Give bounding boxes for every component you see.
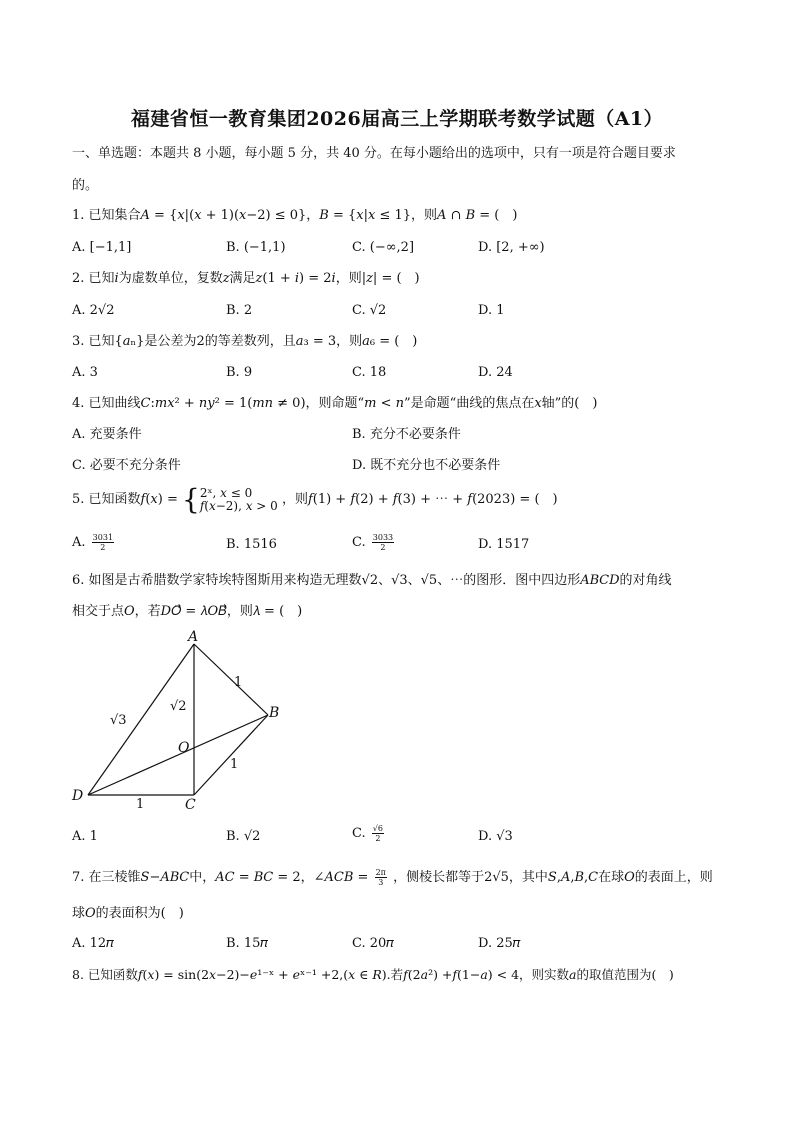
q6-option-c-label: C. [352,826,366,841]
question-6: 6. 如图是古希腊数学家特埃特图斯用来构造无理数√2、√3、√5、⋯的图形．图中四边形𝐴𝐵𝐶𝐷的对角线 [72,573,672,588]
q3-option-c: C. 18 [352,365,387,380]
edge-dc-length: 1 [136,797,145,812]
label-a: A [188,629,199,645]
edge-cb-length: 1 [230,757,239,772]
q1-option-b: B. (−1,1) [226,240,286,255]
q5-case-1: 2ˣ, 𝑥 ≤ 0 [199,485,253,500]
section-instructions: 一、单选题：本题共 8 小题，每小题 5 分，共 40 分。在每小题给出的选项中，只有一项是符合题目要求 [72,146,676,161]
edge-ad [88,644,194,795]
q7-option-a: A. 12𝜋 [72,936,114,951]
q6-option-c [352,824,386,843]
question-4: 4. 已知曲线𝐶:𝑚𝑥² + 𝑛𝑦² = 1(𝑚𝑛 ≠ 0)，则命题“𝑚 < 𝑛”是命题“曲线的焦点在𝑥轴”的( ) [72,396,598,411]
question-7 [72,866,713,890]
q7-option-c: C. 20𝜋 [352,936,395,951]
q7-option-b: B. 15𝜋 [226,936,269,951]
q4-option-c: C. 必要不充分条件 [72,458,181,473]
q5-option-a-fraction [92,533,114,552]
q1-option-c: C. (−∞,2] [352,240,415,255]
q2-option-d: D. 1 [478,303,505,318]
q5-option-c-num: 3033 [372,533,394,542]
label-o: O [178,740,190,756]
q6-figure [64,628,294,813]
q5-suffix: ，则𝑓(1) + 𝑓(2) + 𝑓(3) + ⋯ + 𝑓(2023) = ( ) [281,492,558,507]
q5-option-a-den: 2 [100,543,106,552]
q2-option-c: C. √2 [352,303,387,318]
question-2: 2. 已知𝑖为虚数单位，复数𝑧满足𝑧(1 + 𝑖) = 2𝑖，则|𝑧| = ( ) [72,271,420,286]
q6-option-c-fraction [372,824,384,843]
question-3: 3. 已知{𝑎ₙ}是公差为2的等差数列，且𝑎₃ = 3，则𝑎₆ = ( ) [72,334,418,349]
q1-option-d: D. [2, +∞) [478,240,545,255]
q7-angle-den: 3 [378,878,384,887]
q4-option-d: D. 既不充分也不必要条件 [352,458,501,473]
q5-case-2: 𝑓(𝑥−2), 𝑥 > 0 [199,498,278,513]
q5-option-b: B. 1516 [226,537,277,552]
question-1: 1. 已知集合𝐴 = {𝑥|(𝑥 + 1)(𝑥−2) ≤ 0}，𝐵 = {𝑥|𝑥 ≤ 1}，则𝐴 ∩ 𝐵 = ( ) [72,208,518,223]
q3-option-a: A. 3 [72,365,98,380]
q5-option-a [72,533,116,552]
q4-option-a: A. 充要条件 [72,427,142,442]
question-8: 8. 已知函数𝑓(𝑥) = sin(2𝑥−2)−𝑒¹⁻ˣ + 𝑒ˣ⁻¹ +2,(𝑥 ∈ 𝑅).若𝑓(2𝑎²) +𝑓(1−𝑎) < 4，则实数𝑎的取值范围为( ) [72,967,674,982]
section-instructions-cont: 的。 [72,178,99,193]
q2-option-b: B. 2 [226,303,253,318]
label-d: D [72,788,84,804]
q5-brace: { [182,482,200,516]
question-7-cont: 球𝑂的表面积为( ) [72,906,184,921]
edge-ac-length: √2 [170,699,187,714]
q5-option-c [352,533,396,552]
q4-option-b: B. 充分不必要条件 [352,427,461,442]
q3-option-b: B. 9 [226,365,253,380]
q5-piecewise [182,482,278,516]
q2-option-a: A. 2√2 [72,303,115,318]
label-b: B [269,705,280,721]
label-c: C [185,797,196,813]
q5-option-c-label: C. [352,535,366,550]
q1-option-a: A. [−1,1] [72,240,132,255]
question-6-cont: 相交于点𝑂，若𝐷𝑂⃗ = 𝜆𝑂𝐵⃗，则𝜆 = ( ) [72,604,303,619]
q5-option-a-label: A. [72,535,86,550]
edge-ad-length: √3 [110,713,127,728]
q5-option-c-fraction [372,533,394,552]
q5-option-d: D. 1517 [478,537,530,552]
question-5 [72,484,558,516]
page-title: 福建省恒一教育集团2026届高三上学期联考数学试题（A1） [130,108,664,130]
q7-angle-num: 2π [375,868,386,877]
q6-option-b: B. √2 [226,829,261,844]
q7-angle-fraction [375,868,387,887]
q6-option-c-num: √6 [372,824,383,833]
q5-option-c-den: 2 [380,543,386,552]
q3-option-d: D. 24 [478,365,513,380]
edge-ab [194,644,268,715]
q5-option-a-num: 3031 [92,533,114,542]
edge-ab-length: 1 [234,675,243,690]
q5-prefix: 5. 已知函数𝑓(𝑥) = [72,492,178,507]
q6-option-d: D. √3 [478,829,513,844]
q7-suffix: ，侧棱长都等于2√5，其中𝑆,𝐴,𝐵,𝐶在球𝑂的表面上，则 [393,870,713,885]
q6-option-a: A. 1 [72,829,98,844]
q7-option-d: D. 25𝜋 [478,936,521,951]
edge-cb [194,715,268,795]
q6-option-c-den: 2 [375,834,381,843]
q7-prefix: 7. 在三棱锥𝑆−𝐴𝐵𝐶中，𝐴𝐶 = 𝐵𝐶 = 2，∠𝐴𝐶𝐵 = [72,870,369,885]
